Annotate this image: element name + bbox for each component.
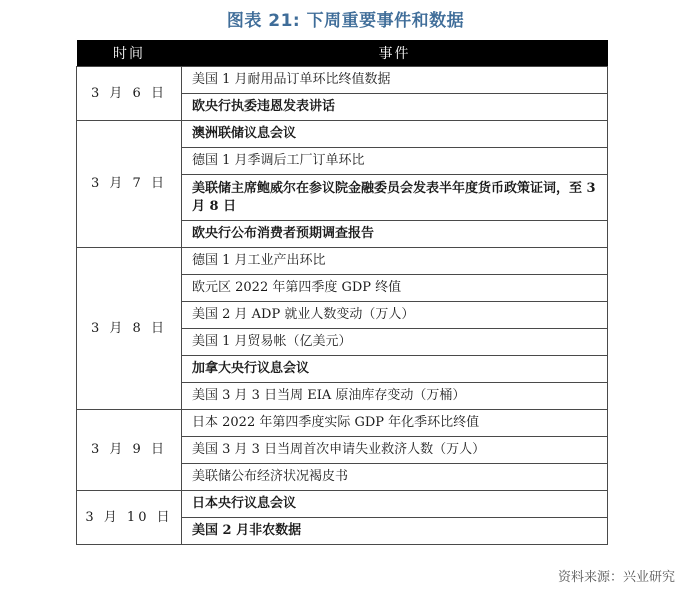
table-row xyxy=(77,67,608,94)
events-body xyxy=(77,67,608,545)
date-cell: 3 月 9 日 xyxy=(77,410,182,491)
event-cell: 美国 1 月贸易帐（亿美元） xyxy=(182,329,608,356)
event-cell: 德国 1 月工业产出环比 xyxy=(182,248,608,275)
event-cell: 加拿大央行议息会议 xyxy=(182,356,608,383)
event-cell: 德国 1 月季调后工厂订单环比 xyxy=(182,148,608,175)
table-row xyxy=(77,121,608,148)
date-cell: 3 月 6 日 xyxy=(77,67,182,121)
event-cell: 美国 2 月非农数据 xyxy=(182,518,608,545)
source-note: 资料来源：兴业研究 xyxy=(557,570,675,585)
table-header-row xyxy=(77,40,608,67)
date-cell: 3 月 7 日 xyxy=(77,121,182,248)
event-cell: 美国 2 月 ADP 就业人数变动（万人） xyxy=(182,302,608,329)
event-cell: 美国 3 月 3 日当周首次申请失业救济人数（万人） xyxy=(182,437,608,464)
event-cell: 欧元区 2022 年第四季度 GDP 终值 xyxy=(182,275,608,302)
table-row xyxy=(77,248,608,275)
table-row xyxy=(77,410,608,437)
event-cell: 日本 2022 年第四季度实际 GDP 年化季环比终值 xyxy=(182,410,608,437)
table-row xyxy=(77,491,608,518)
event-cell: 美国 1 月耐用品订单环比终值数据 xyxy=(182,67,608,94)
date-cell: 3 月 10 日 xyxy=(77,491,182,545)
event-cell: 美联储公布经济状况褐皮书 xyxy=(182,464,608,491)
date-cell: 3 月 8 日 xyxy=(77,248,182,410)
event-cell: 欧央行执委违恩发表讲话 xyxy=(182,94,608,121)
event-cell: 欧央行公布消费者预期调查报告 xyxy=(182,221,608,248)
event-cell: 美联储主席鲍威尔在参议院金融委员会发表半年度货币政策证词，至 3 月 8 日 xyxy=(182,175,608,221)
header-time: 时间 xyxy=(77,40,182,67)
table-title: 图表 21: 下周重要事件和数据 xyxy=(226,11,465,31)
event-cell: 日本央行议息会议 xyxy=(182,491,608,518)
event-cell: 澳洲联储议息会议 xyxy=(182,121,608,148)
events-table xyxy=(76,40,608,545)
header-event: 事件 xyxy=(182,40,608,67)
event-cell: 美国 3 月 3 日当周 EIA 原油库存变动（万桶） xyxy=(182,383,608,410)
